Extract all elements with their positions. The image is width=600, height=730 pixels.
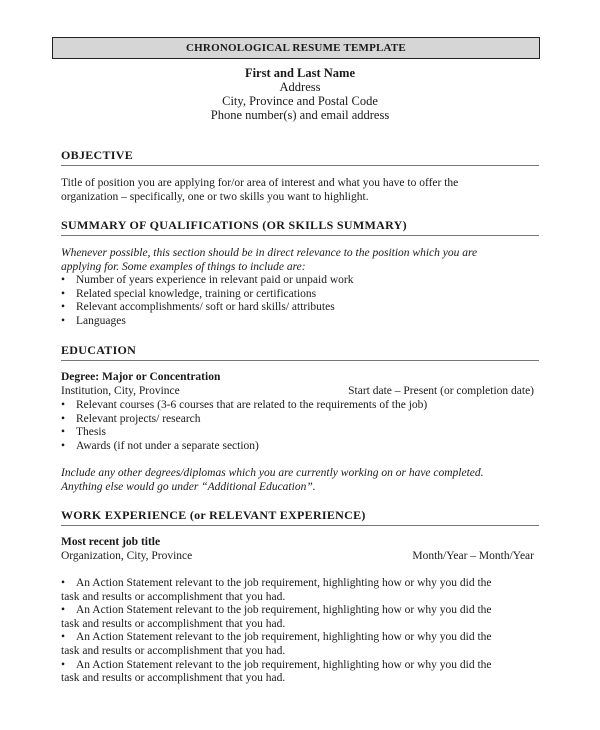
education-note-line: Anything else would go under “Additional Education”. [61,480,316,493]
full-name: First and Last Name [244,66,356,80]
bullet-icon: • [61,301,66,314]
bullet-icon: • [61,658,66,671]
list-item [61,301,539,315]
education-note-line: Include any other degrees/diplomas which you are currently working on or have completed. [61,467,484,479]
list-item [61,274,539,288]
list-item-text: An Action Statement relevant to the job requirement, highlighting how or why you did the [76,658,492,671]
work-list [61,577,539,686]
objective-heading: OBJECTIVE [61,148,539,166]
list-item-text: task and results or accomplishment that you had. [61,590,286,603]
list-item [61,604,539,631]
list-item [61,413,539,427]
list-item-text: Thesis [76,426,107,439]
summary-intro-line: Whenever possible, this section should be in direct relevance to the position which you are [61,247,478,259]
list-item-text: task and results or accomplishment that you had. [61,617,286,630]
institution-row [61,385,534,399]
list-item-text: Languages [76,314,126,327]
work-dates: Month/Year – Month/Year [412,550,534,562]
list-item [61,631,539,658]
list-item-text: An Action Statement relevant to the job requirement, highlighting how or why you did the [76,604,492,617]
bullet-icon: • [61,426,66,439]
list-item [61,577,539,604]
list-item-text: An Action Statement relevant to the job requirement, highlighting how or why you did the [76,631,492,644]
list-item [61,440,539,454]
summary-intro-line: applying for. Some examples of things to include are: [61,260,306,273]
objective-text [61,177,541,204]
institution: Institution, City, Province [61,385,180,397]
list-item-text: Relevant projects/ research [76,412,201,425]
contact-header [0,66,600,122]
phone-email: Phone number(s) and email address [210,108,390,122]
list-item-text: Awards (if not under a separate section) [76,439,259,452]
list-item-text: Number of years experience in relevant paid or unpaid work [76,274,354,286]
document-title: CHRONOLOGICAL RESUME TEMPLATE [52,37,540,59]
objective-line: organization – specifically, one or two skills you want to highlight. [61,190,369,203]
list-item [61,659,539,686]
list-item-text: task and results or accomplishment that you had. [61,672,286,685]
list-item [61,399,539,413]
education-dates: Start date – Present (or completion date) [348,385,534,397]
summary-list [61,274,539,328]
objective-line: Title of position you are applying for/or area of interest and what you have to offer the [61,177,459,189]
degree-title: Degree: Major or Concentration [61,371,221,383]
education-note [61,467,541,494]
bullet-icon: • [61,399,66,411]
job-title: Most recent job title [61,536,161,548]
list-item [61,315,539,329]
organization: Organization, City, Province [61,550,193,562]
education-list [61,399,539,453]
bullet-icon: • [61,577,66,589]
list-item-text: Relevant courses (3-6 courses that are related to the requirements of the job) [76,399,428,411]
list-item-text: Relevant accomplishments/ soft or hard skills/ attributes [76,301,335,314]
list-item [61,426,539,440]
bullet-icon: • [61,631,66,644]
work-heading: WORK EXPERIENCE (or RELEVANT EXPERIENCE) [61,508,539,526]
organization-row [61,550,534,564]
bullet-icon: • [61,439,66,452]
list-item-text: Related special knowledge, training or certifications [76,287,317,300]
bullet-icon: • [61,604,66,617]
list-item [61,288,539,302]
bullet-icon: • [61,274,66,286]
bullet-icon: • [61,412,66,425]
education-heading: EDUCATION [61,343,539,361]
summary-intro [61,247,541,274]
city-province-postal: City, Province and Postal Code [222,94,378,108]
bullet-icon: • [61,314,66,327]
list-item-text: task and results or accomplishment that you had. [61,644,286,657]
bullet-icon: • [61,287,66,300]
address: Address [279,80,321,94]
list-item-text: An Action Statement relevant to the job requirement, highlighting how or why you did the [76,577,492,589]
summary-heading: SUMMARY OF QUALIFICATIONS (OR SKILLS SUMMARY) [61,218,539,236]
